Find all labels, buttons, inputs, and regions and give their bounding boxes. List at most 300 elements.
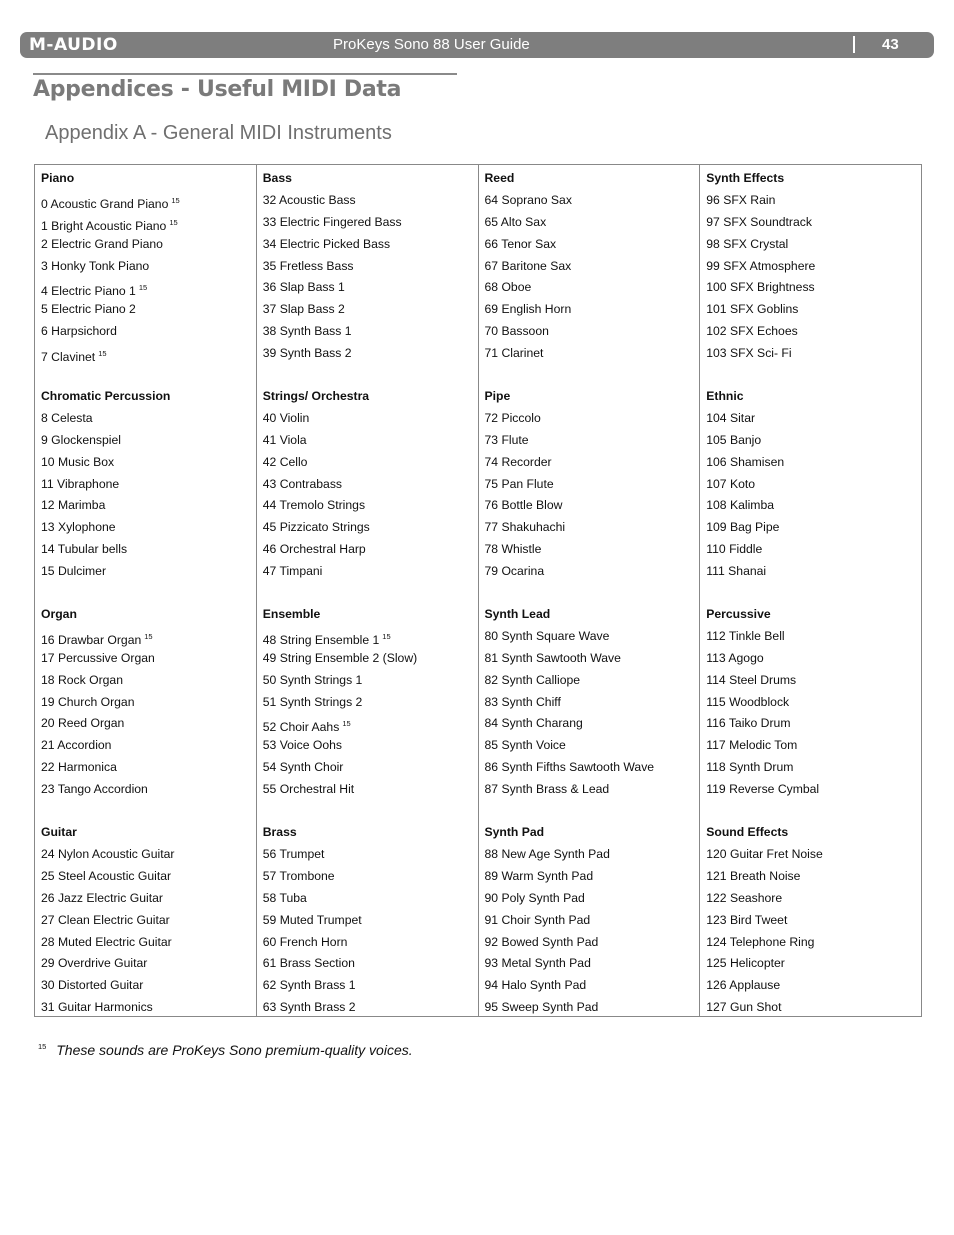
instrument-item bbox=[41, 626, 256, 648]
instrument-name: 54 Synth Choir bbox=[262, 760, 344, 775]
instrument-item bbox=[41, 953, 256, 975]
instrument-item bbox=[263, 932, 478, 954]
instrument-name: 113 Agogo bbox=[706, 650, 764, 665]
instrument-name: 31 Guitar Harmonics bbox=[41, 1000, 153, 1015]
instrument-item bbox=[485, 321, 700, 343]
instrument-name: 14 Tubular bells bbox=[41, 542, 128, 557]
table-column bbox=[256, 165, 478, 1016]
instrument-name: 15 Dulcimer bbox=[41, 564, 107, 579]
instrument-name: 9 Glockenspiel bbox=[41, 432, 121, 447]
instrument-name: 122 Seashore bbox=[706, 890, 783, 905]
instrument-item bbox=[706, 866, 921, 888]
group-heading: Percussive bbox=[706, 607, 771, 622]
instrument-item bbox=[485, 190, 700, 212]
instrument-name: 50 Synth Strings 1 bbox=[262, 672, 363, 687]
instrument-name: 78 Whistle bbox=[484, 542, 542, 557]
group-heading: Synth Lead bbox=[484, 607, 551, 622]
instrument-name: 110 Fiddle bbox=[706, 542, 763, 557]
instrument-item bbox=[706, 321, 921, 343]
instrument-item bbox=[706, 757, 921, 779]
instrument-item bbox=[41, 474, 256, 496]
instrument-name: 28 Muted Electric Guitar bbox=[41, 934, 172, 949]
instrument-item bbox=[263, 234, 478, 256]
instrument-name: 101 SFX Goblins bbox=[706, 302, 799, 317]
instrument-name: 95 Sweep Synth Pad bbox=[484, 1000, 599, 1015]
instrument-item bbox=[706, 452, 921, 474]
instrument-item bbox=[263, 670, 478, 692]
instrument-item bbox=[706, 932, 921, 954]
instrument-name: 76 Bottle Blow bbox=[484, 498, 563, 513]
instrument-name: 102 SFX Echoes bbox=[706, 324, 798, 339]
instrument-name: 37 Slap Bass 2 bbox=[262, 302, 345, 317]
instrument-item bbox=[706, 495, 921, 517]
instrument-item bbox=[41, 430, 256, 452]
instrument-group bbox=[41, 822, 256, 1019]
footnote bbox=[38, 1042, 413, 1058]
instrument-item bbox=[485, 495, 700, 517]
header-divider bbox=[853, 36, 855, 53]
instrument-name: 115 Woodblock bbox=[706, 694, 790, 709]
instrument-item bbox=[41, 561, 256, 583]
instrument-name: 85 Synth Voice bbox=[484, 738, 566, 753]
instrument-item bbox=[263, 953, 478, 975]
instrument-group bbox=[485, 168, 700, 365]
instrument-name: 10 Music Box bbox=[41, 454, 115, 469]
instrument-name: 33 Electric Fingered Bass bbox=[262, 214, 402, 229]
instrument-item bbox=[485, 953, 700, 975]
instrument-item bbox=[485, 888, 700, 910]
brand-logo: M-AUDIO bbox=[29, 35, 118, 55]
instrument-name: 34 Electric Picked Bass bbox=[262, 236, 391, 251]
instrument-name: 46 Orchestral Harp bbox=[262, 542, 366, 557]
instrument-item bbox=[706, 561, 921, 583]
instrument-item bbox=[263, 408, 478, 430]
instrument-name: 107 Koto bbox=[706, 476, 756, 491]
instrument-name: 59 Muted Trumpet bbox=[262, 912, 362, 927]
instrument-item bbox=[263, 713, 478, 735]
table-column bbox=[35, 165, 256, 1016]
instrument-item bbox=[485, 408, 700, 430]
instrument-name: 70 Bassoon bbox=[484, 324, 549, 339]
instrument-item bbox=[706, 256, 921, 278]
instrument-name: 17 Percussive Organ bbox=[41, 650, 155, 665]
instrument-item bbox=[263, 779, 478, 801]
instrument-name: 44 Tremolo Strings bbox=[262, 498, 366, 513]
instrument-item bbox=[41, 932, 256, 954]
instrument-name: 30 Distorted Guitar bbox=[41, 978, 144, 993]
instrument-name: 22 Harmonica bbox=[41, 760, 117, 775]
instrument-item bbox=[41, 692, 256, 714]
instrument-name: 99 SFX Atmosphere bbox=[706, 258, 816, 273]
instrument-item bbox=[485, 256, 700, 278]
instrument-name: 74 Recorder bbox=[484, 454, 552, 469]
instrument-name: 71 Clarinet bbox=[484, 346, 544, 361]
instrument-name: 25 Steel Acoustic Guitar bbox=[41, 868, 172, 883]
instrument-item bbox=[485, 844, 700, 866]
instrument-name: 69 English Horn bbox=[484, 302, 572, 317]
instrument-item bbox=[706, 299, 921, 321]
instrument-name: 94 Halo Synth Pad bbox=[484, 978, 587, 993]
group-heading: Ethnic bbox=[706, 389, 744, 404]
instrument-name: 6 Harpsichord bbox=[41, 324, 117, 339]
instrument-item bbox=[485, 430, 700, 452]
instrument-name: 40 Violin bbox=[262, 410, 310, 425]
instrument-item bbox=[485, 452, 700, 474]
instrument-name: 4 Electric Piano 1 bbox=[41, 284, 136, 299]
instrument-name: 57 Trombone bbox=[262, 868, 335, 883]
instrument-item bbox=[263, 888, 478, 910]
instrument-item bbox=[41, 888, 256, 910]
instrument-name: 41 Viola bbox=[262, 432, 307, 447]
instrument-name: 0 Acoustic Grand Piano bbox=[41, 196, 169, 211]
instrument-name: 109 Bag Pipe bbox=[706, 520, 780, 535]
instrument-item bbox=[41, 779, 256, 801]
instrument-item bbox=[706, 670, 921, 692]
instrument-item bbox=[706, 190, 921, 212]
instrument-item bbox=[41, 866, 256, 888]
instrument-name: 77 Shakuhachi bbox=[484, 520, 566, 535]
instrument-name: 8 Celesta bbox=[41, 410, 93, 425]
instrument-name: 124 Telephone Ring bbox=[706, 934, 815, 949]
instrument-item bbox=[706, 474, 921, 496]
instrument-item bbox=[485, 343, 700, 365]
group-heading: Piano bbox=[41, 171, 75, 185]
instrument-item bbox=[41, 190, 256, 212]
instrument-name: 11 Vibraphone bbox=[41, 476, 120, 491]
instrument-name: 103 SFX Sci- Fi bbox=[706, 346, 792, 361]
instrument-item bbox=[706, 212, 921, 234]
instrument-name: 73 Flute bbox=[484, 432, 529, 447]
group-heading: Synth Effects bbox=[706, 171, 785, 185]
instrument-item bbox=[263, 844, 478, 866]
document-title: ProKeys Sono 88 User Guide bbox=[333, 36, 530, 53]
instrument-item bbox=[263, 474, 478, 496]
instrument-group bbox=[263, 822, 478, 1019]
instrument-item bbox=[41, 648, 256, 670]
instrument-item bbox=[485, 234, 700, 256]
instrument-item bbox=[41, 670, 256, 692]
instrument-name: 125 Helicopter bbox=[706, 956, 785, 971]
group-heading: Synth Pad bbox=[484, 825, 545, 840]
gm-instrument-table bbox=[34, 164, 922, 1017]
instrument-item bbox=[485, 692, 700, 714]
instrument-item bbox=[706, 626, 921, 648]
instrument-item bbox=[41, 299, 256, 321]
instrument-name: 105 Banjo bbox=[706, 432, 762, 447]
instrument-item bbox=[263, 452, 478, 474]
instrument-name: 27 Clean Electric Guitar bbox=[41, 912, 170, 927]
instrument-name: 65 Alto Sax bbox=[484, 214, 547, 229]
instrument-name: 119 Reverse Cymbal bbox=[706, 782, 820, 797]
instrument-name: 114 Steel Drums bbox=[706, 672, 797, 687]
instrument-item bbox=[41, 495, 256, 517]
instrument-name: 79 Ocarina bbox=[484, 564, 545, 579]
instrument-name: 55 Orchestral Hit bbox=[262, 782, 355, 797]
instrument-name: 21 Accordion bbox=[41, 738, 112, 753]
instrument-name: 2 Electric Grand Piano bbox=[41, 236, 163, 251]
instrument-name: 16 Drawbar Organ bbox=[41, 632, 142, 647]
instrument-name: 89 Warm Synth Pad bbox=[484, 868, 594, 883]
instrument-item bbox=[485, 648, 700, 670]
group-heading: Pipe bbox=[484, 389, 511, 404]
instrument-item bbox=[41, 713, 256, 735]
instrument-item bbox=[263, 343, 478, 365]
instrument-group bbox=[706, 168, 921, 365]
instrument-name: 117 Melodic Tom bbox=[706, 738, 798, 753]
instrument-name: 116 Taiko Drum bbox=[706, 716, 791, 731]
page-number: 43 bbox=[882, 36, 899, 53]
instrument-name: 91 Choir Synth Pad bbox=[484, 912, 591, 927]
instrument-item bbox=[485, 299, 700, 321]
instrument-item bbox=[485, 975, 700, 997]
instrument-name: 118 Synth Drum bbox=[706, 760, 794, 775]
instrument-name: 35 Fretless Bass bbox=[262, 258, 354, 273]
instrument-name: 67 Baritone Sax bbox=[484, 258, 572, 273]
instrument-item bbox=[706, 910, 921, 932]
instrument-name: 121 Breath Noise bbox=[706, 868, 801, 883]
instrument-group bbox=[706, 822, 921, 1019]
instrument-item bbox=[41, 277, 256, 299]
instrument-name: 112 Tinkle Bell bbox=[706, 628, 785, 643]
instrument-group bbox=[41, 604, 256, 801]
instrument-item bbox=[485, 910, 700, 932]
instrument-item bbox=[706, 539, 921, 561]
group-heading: Brass bbox=[262, 825, 297, 840]
instrument-item bbox=[41, 975, 256, 997]
instrument-item bbox=[41, 452, 256, 474]
instrument-name: 3 Honky Tonk Piano bbox=[41, 258, 150, 273]
instrument-item bbox=[485, 626, 700, 648]
instrument-name: 100 SFX Brightness bbox=[706, 280, 815, 295]
instrument-group bbox=[485, 604, 700, 801]
instrument-item bbox=[263, 975, 478, 997]
instrument-item bbox=[263, 539, 478, 561]
instrument-name: 18 Rock Organ bbox=[41, 672, 123, 687]
instrument-name: 97 SFX Soundtrack bbox=[706, 214, 812, 229]
instrument-item bbox=[706, 975, 921, 997]
instrument-group bbox=[263, 604, 478, 801]
instrument-item bbox=[706, 234, 921, 256]
instrument-group bbox=[263, 386, 478, 583]
instrument-item bbox=[485, 866, 700, 888]
group-heading: Reed bbox=[484, 171, 515, 185]
instrument-name: 23 Tango Accordion bbox=[41, 782, 148, 797]
instrument-name: 20 Reed Organ bbox=[41, 716, 125, 731]
instrument-item bbox=[485, 517, 700, 539]
instrument-item bbox=[706, 953, 921, 975]
instrument-item bbox=[485, 757, 700, 779]
instrument-name: 29 Overdrive Guitar bbox=[41, 956, 148, 971]
group-heading: Bass bbox=[262, 171, 292, 185]
group-heading: Chromatic Percussion bbox=[41, 389, 171, 404]
instrument-name: 86 Synth Fifths Sawtooth Wave bbox=[484, 760, 655, 775]
instrument-name: 104 Sitar bbox=[706, 410, 756, 425]
instrument-item bbox=[706, 997, 921, 1019]
instrument-name: 56 Trumpet bbox=[262, 846, 325, 861]
title-rule bbox=[33, 73, 457, 75]
instrument-group bbox=[706, 386, 921, 583]
instrument-item bbox=[706, 343, 921, 365]
instrument-item bbox=[706, 779, 921, 801]
instrument-name: 66 Tenor Sax bbox=[484, 236, 557, 251]
instrument-item bbox=[263, 735, 478, 757]
instrument-item bbox=[706, 517, 921, 539]
instrument-name: 58 Tuba bbox=[262, 890, 307, 905]
instrument-item bbox=[41, 757, 256, 779]
instrument-item bbox=[263, 517, 478, 539]
instrument-item bbox=[485, 561, 700, 583]
instrument-name: 48 String Ensemble 1 bbox=[262, 632, 380, 647]
instrument-name: 52 Choir Aahs bbox=[262, 720, 340, 735]
instrument-item bbox=[485, 932, 700, 954]
instrument-item bbox=[41, 517, 256, 539]
instrument-item bbox=[485, 779, 700, 801]
footnote-ref: 15 bbox=[98, 349, 107, 359]
instrument-item bbox=[263, 277, 478, 299]
group-heading: Guitar bbox=[41, 825, 77, 840]
instrument-item bbox=[263, 997, 478, 1019]
instrument-item bbox=[41, 844, 256, 866]
group-heading: Sound Effects bbox=[706, 825, 789, 840]
instrument-item bbox=[485, 539, 700, 561]
instrument-name: 13 Xylophone bbox=[41, 520, 116, 535]
instrument-item bbox=[485, 277, 700, 299]
instrument-name: 36 Slap Bass 1 bbox=[262, 280, 345, 295]
instrument-name: 93 Metal Synth Pad bbox=[484, 956, 591, 971]
instrument-name: 1 Bright Acoustic Piano bbox=[41, 218, 167, 233]
instrument-item bbox=[41, 910, 256, 932]
instrument-name: 5 Electric Piano 2 bbox=[41, 302, 136, 317]
instrument-item bbox=[41, 408, 256, 430]
instrument-item bbox=[706, 844, 921, 866]
instrument-item bbox=[263, 299, 478, 321]
instrument-name: 51 Synth Strings 2 bbox=[262, 694, 363, 709]
instrument-name: 61 Brass Section bbox=[262, 956, 355, 971]
footnote-ref: 15 bbox=[138, 283, 148, 293]
instrument-item bbox=[41, 539, 256, 561]
instrument-group bbox=[706, 604, 921, 801]
instrument-item bbox=[41, 735, 256, 757]
section-title: Appendix A - General MIDI Instruments bbox=[45, 122, 392, 144]
group-heading: Ensemble bbox=[262, 607, 321, 622]
instrument-item bbox=[706, 735, 921, 757]
instrument-name: 75 Pan Flute bbox=[484, 476, 554, 491]
instrument-item bbox=[706, 408, 921, 430]
footnote-ref: 15 bbox=[382, 631, 391, 641]
instrument-item bbox=[263, 321, 478, 343]
instrument-name: 7 Clavinet bbox=[41, 350, 96, 365]
instrument-name: 12 Marimba bbox=[41, 498, 106, 513]
instrument-name: 111 Shanai bbox=[706, 564, 767, 579]
table-column bbox=[699, 165, 921, 1016]
instrument-item bbox=[706, 692, 921, 714]
instrument-item bbox=[263, 190, 478, 212]
instrument-name: 98 SFX Crystal bbox=[706, 236, 789, 251]
instrument-group bbox=[41, 168, 256, 365]
instrument-group bbox=[485, 822, 700, 1019]
instrument-name: 83 Synth Chiff bbox=[484, 694, 561, 709]
instrument-item bbox=[706, 713, 921, 735]
instrument-name: 106 Shamisen bbox=[706, 454, 785, 469]
instrument-name: 38 Synth Bass 1 bbox=[262, 324, 352, 339]
instrument-name: 84 Synth Charang bbox=[484, 716, 583, 731]
instrument-group bbox=[41, 386, 256, 583]
table-column bbox=[478, 165, 700, 1016]
instrument-item bbox=[485, 713, 700, 735]
footnote-ref: 15 bbox=[171, 195, 180, 205]
instrument-name: 64 Soprano Sax bbox=[484, 192, 572, 207]
page-title: Appendices - Useful MIDI Data bbox=[33, 77, 402, 102]
instrument-name: 45 Pizzicato Strings bbox=[262, 520, 370, 535]
instrument-item bbox=[706, 888, 921, 910]
footnote-ref: 15 bbox=[169, 217, 178, 227]
instrument-name: 53 Voice Oohs bbox=[262, 738, 343, 753]
footnote-ref: 15 bbox=[342, 719, 351, 729]
instrument-name: 87 Synth Brass & Lead bbox=[484, 782, 610, 797]
instrument-name: 72 Piccolo bbox=[484, 410, 541, 425]
instrument-name: 96 SFX Rain bbox=[706, 192, 776, 207]
instrument-item bbox=[485, 670, 700, 692]
instrument-group bbox=[485, 386, 700, 583]
instrument-name: 24 Nylon Acoustic Guitar bbox=[41, 846, 175, 861]
instrument-name: 80 Synth Square Wave bbox=[484, 628, 610, 643]
instrument-item bbox=[41, 256, 256, 278]
instrument-name: 92 Bowed Synth Pad bbox=[484, 934, 599, 949]
instrument-name: 126 Applause bbox=[706, 978, 781, 993]
instrument-name: 88 New Age Synth Pad bbox=[484, 846, 610, 861]
instrument-item bbox=[263, 495, 478, 517]
instrument-name: 19 Church Organ bbox=[41, 694, 135, 709]
instrument-item bbox=[263, 626, 478, 648]
instrument-item bbox=[263, 561, 478, 583]
instrument-name: 81 Synth Sawtooth Wave bbox=[484, 650, 621, 665]
instrument-name: 26 Jazz Electric Guitar bbox=[41, 890, 163, 905]
instrument-item bbox=[263, 757, 478, 779]
instrument-name: 82 Synth Calliope bbox=[484, 672, 581, 687]
group-heading: Organ bbox=[41, 607, 77, 622]
instrument-item bbox=[706, 277, 921, 299]
instrument-item bbox=[41, 212, 256, 234]
instrument-name: 63 Synth Brass 2 bbox=[262, 1000, 356, 1015]
instrument-item bbox=[263, 692, 478, 714]
instrument-group bbox=[263, 168, 478, 365]
instrument-name: 32 Acoustic Bass bbox=[262, 192, 356, 207]
instrument-item bbox=[263, 866, 478, 888]
instrument-item bbox=[263, 648, 478, 670]
instrument-item bbox=[263, 212, 478, 234]
group-heading: Strings/ Orchestra bbox=[262, 389, 370, 404]
instrument-item bbox=[41, 997, 256, 1019]
instrument-name: 42 Cello bbox=[262, 454, 308, 469]
instrument-item bbox=[485, 212, 700, 234]
instrument-name: 123 Bird Tweet bbox=[706, 912, 788, 927]
instrument-name: 90 Poly Synth Pad bbox=[484, 890, 585, 905]
instrument-name: 49 String Ensemble 2 (Slow) bbox=[262, 650, 418, 665]
instrument-item bbox=[706, 648, 921, 670]
instrument-item bbox=[485, 735, 700, 757]
instrument-name: 47 Timpani bbox=[262, 564, 323, 579]
instrument-name: 60 French Horn bbox=[262, 934, 348, 949]
instrument-item bbox=[263, 430, 478, 452]
instrument-item bbox=[263, 910, 478, 932]
instrument-item bbox=[485, 474, 700, 496]
instrument-name: 120 Guitar Fret Noise bbox=[706, 846, 823, 861]
instrument-item bbox=[263, 256, 478, 278]
instrument-name: 62 Synth Brass 1 bbox=[262, 978, 356, 993]
instrument-name: 43 Contrabass bbox=[262, 476, 343, 491]
header-bar bbox=[20, 32, 934, 58]
instrument-item bbox=[41, 343, 256, 365]
